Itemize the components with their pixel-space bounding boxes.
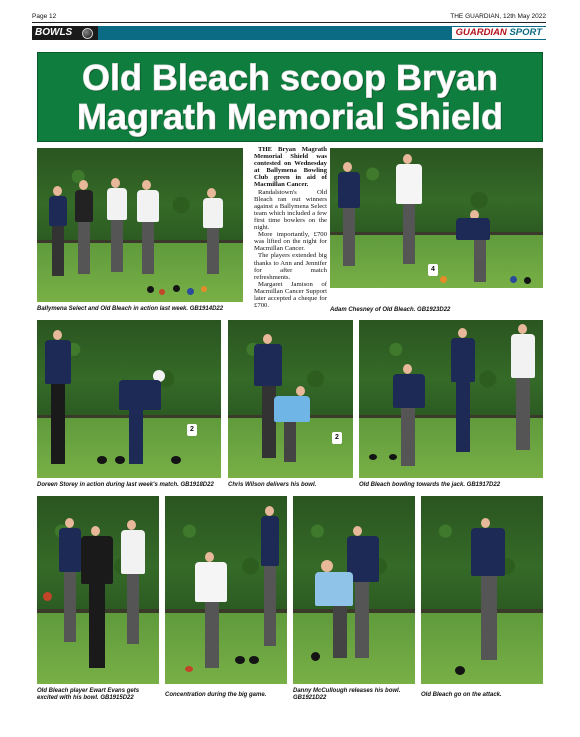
sport-masthead <box>452 27 546 39</box>
caption-photo-9: Old Bleach go on the attack. <box>421 692 502 698</box>
photo-chris-wilson <box>228 320 353 478</box>
caption-photo-2: Adam Chesney of Old Bleach. GB1923D22 <box>330 307 451 313</box>
rink-marker: 4 <box>428 264 438 276</box>
photo-go-on-attack <box>421 496 543 684</box>
article-paragraph: Randalstown's Old Bleach ran out winners against a Ballymena Select team which included a few first time bowlers on the night. <box>254 188 327 232</box>
header-rule <box>32 22 546 23</box>
photo-group-on-green <box>37 148 243 302</box>
bowling-ball-icon <box>82 28 93 39</box>
headline: Old Bleach scoop Bryan Magrath Memorial Shield <box>76 57 504 137</box>
masthead-sport: SPORT <box>509 27 542 38</box>
photo-adam-chesney <box>330 148 543 288</box>
photo-ewart-evans <box>37 496 159 684</box>
headline-banner <box>37 52 543 142</box>
article-lead: THE Bryan Magrath Memorial Shield was contested on Wednesday at Ballymena Bowling Club green in aid of Macmillan Cancer. <box>254 146 327 189</box>
caption-photo-1: Ballymena Select and Old Bleach in action last week. GB1914D22 <box>37 306 224 312</box>
caption-photo-4: Chris Wilson delivers his bowl. <box>228 482 317 488</box>
section-tag: BOWLS <box>32 26 98 40</box>
photo-bowling-towards-jack <box>359 320 543 478</box>
article-paragraph: More importantly, £700 was lifted on the night for Macmillan Cancer. <box>254 231 327 253</box>
article-body <box>254 146 327 309</box>
article-paragraph: The players extended big thanks to Ann and Jennifer for after match refreshments. <box>254 252 327 281</box>
masthead-guardian: GUARDIAN <box>455 27 507 38</box>
caption-photo-6: Old Bleach player Ewart Evans gets excited with his bowl. GB1915D22 <box>37 688 140 701</box>
rink-marker: 2 <box>332 432 342 444</box>
caption-photo-3: Doreen Storey in action during last week's match. GB1918D22 <box>37 482 214 488</box>
paper-date: THE GUARDIAN, 12th May 2022 <box>450 13 546 20</box>
photo-concentration <box>165 496 287 684</box>
page-number: Page 12 <box>32 13 57 20</box>
caption-photo-5: Old Bleach bowling towards the jack. GB1917D22 <box>359 482 501 488</box>
caption-photo-8: Danny McCullough releases his bowl. GB1921D22 <box>293 688 401 701</box>
rink-marker: 2 <box>187 424 197 436</box>
caption-photo-7: Concentration during the big game. <box>165 692 267 698</box>
photo-danny-mccullough <box>293 496 415 684</box>
article-paragraph: Margaret Jamison of Macmillan Cancer Support later accepted a cheque for £700. <box>254 280 327 310</box>
photo-doreen-storey <box>37 320 221 478</box>
